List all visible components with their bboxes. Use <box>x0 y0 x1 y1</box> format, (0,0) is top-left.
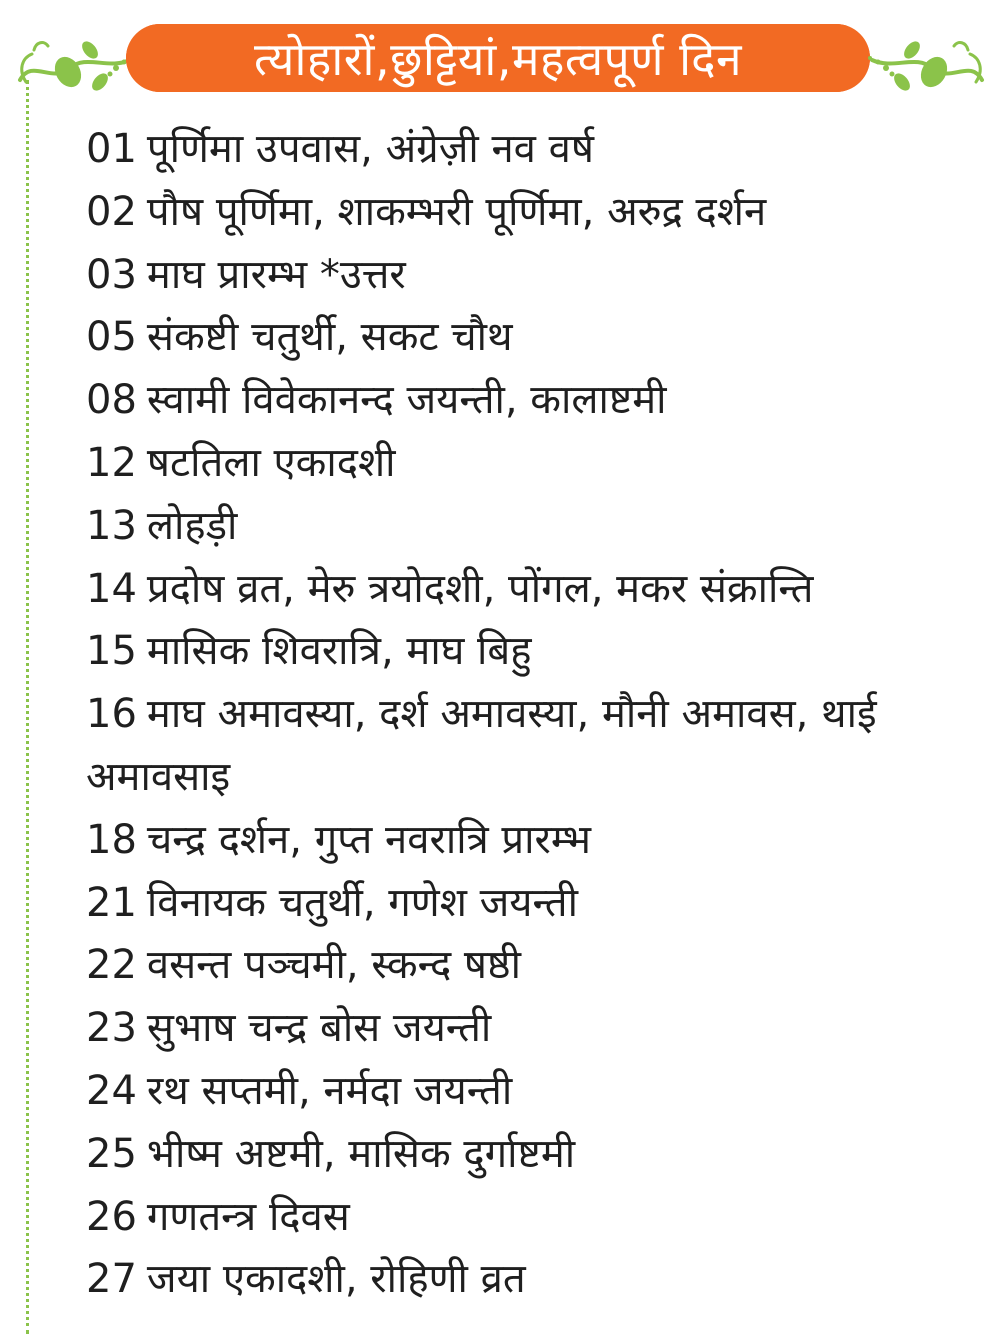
list-item-text: विनायक चतुर्थी, गणेश जयन्ती <box>146 879 578 926</box>
list-item-day: 21 <box>86 879 137 926</box>
list-item <box>86 181 966 244</box>
list-item-text: संकष्टी चतुर्थी, सकट चौथ <box>146 314 513 361</box>
list-item <box>86 432 966 495</box>
list-item-day: 13 <box>86 502 137 549</box>
list-item <box>86 558 966 621</box>
list-item <box>86 872 966 935</box>
list-item-day: 05 <box>86 314 137 361</box>
list-item-day: 16 <box>86 691 137 738</box>
list-item-text: पौष पूर्णिमा, शाकम्भरी पूर्णिमा, अरुद्र दर्शन <box>146 188 767 235</box>
list-item-text: जया एकादशी, रोहिणी व्रत <box>146 1256 526 1303</box>
list-item-day: 22 <box>86 942 137 989</box>
festival-list <box>86 118 966 1311</box>
list-item-text: षटतिला एकादशी <box>146 439 396 486</box>
list-item-day: 12 <box>86 439 137 486</box>
list-item <box>86 369 966 432</box>
list-item-day: 15 <box>86 628 137 675</box>
list-item-day: 03 <box>86 251 137 298</box>
list-item <box>86 1123 966 1186</box>
list-item-day: 25 <box>86 1130 137 1177</box>
list-item-day: 23 <box>86 1005 137 1052</box>
list-item <box>86 1060 966 1123</box>
vine-decoration-icon <box>12 22 140 102</box>
list-item-day: 02 <box>86 188 137 235</box>
list-item <box>86 244 966 307</box>
list-item-day: 01 <box>86 126 137 172</box>
list-item-text: गणतन्त्र दिवस <box>146 1193 350 1240</box>
list-item-text: मासिक शिवरात्रि, माघ बिहु <box>146 628 532 675</box>
list-item-text: पूर्णिमा उपवास, अंग्रेज़ी नव वर्ष <box>146 126 595 172</box>
list-item <box>86 683 966 809</box>
list-item-text: माघ अमावस्या, दर्श अमावस्या, मौनी अमावस, थाई अमावसाइ <box>86 691 877 800</box>
list-item-text: स्वामी विवेकानन्द जयन्ती, कालाष्टमी <box>146 377 667 424</box>
list-item <box>86 495 966 558</box>
list-item <box>86 934 966 997</box>
list-item-day: 08 <box>86 377 137 424</box>
list-item-text: वसन्त पञ्चमी, स्कन्द षष्ठी <box>146 942 521 989</box>
list-item-day: 27 <box>86 1256 137 1303</box>
header <box>0 0 1000 110</box>
list-item-text: माघ प्रारम्भ *उत्तर <box>146 251 406 298</box>
list-item-text: भीष्म अष्टमी, मासिक दुर्गाष्टमी <box>146 1130 576 1177</box>
list-item-day: 18 <box>86 816 137 863</box>
page-title-banner <box>126 24 870 92</box>
list-item-text: रथ सप्तमी, नर्मदा जयन्ती <box>146 1067 513 1114</box>
list-item-day: 24 <box>86 1067 137 1114</box>
list-item-day: 26 <box>86 1193 137 1240</box>
list-item <box>86 1186 966 1249</box>
list-item <box>86 1248 966 1311</box>
list-item-text: सुभाष चन्द्र बोस जयन्ती <box>146 1005 492 1052</box>
list-item-day: 14 <box>86 565 137 612</box>
list-item <box>86 620 966 683</box>
list-item <box>86 118 966 181</box>
list-item-text: लोहड़ी <box>146 502 238 549</box>
vine-decoration-icon <box>862 22 990 102</box>
page-title: त्योहारों,छुट्टियां,महत्वपूर्ण दिन <box>253 32 743 86</box>
list-item-text: प्रदोष व्रत, मेरु त्रयोदशी, पोंगल, मकर संक्रान्ति <box>146 565 814 612</box>
dotted-border <box>26 80 29 1334</box>
list-item <box>86 306 966 369</box>
list-item <box>86 809 966 872</box>
list-item <box>86 997 966 1060</box>
list-item-text: चन्द्र दर्शन, गुप्त नवरात्रि प्रारम्भ <box>146 816 591 863</box>
